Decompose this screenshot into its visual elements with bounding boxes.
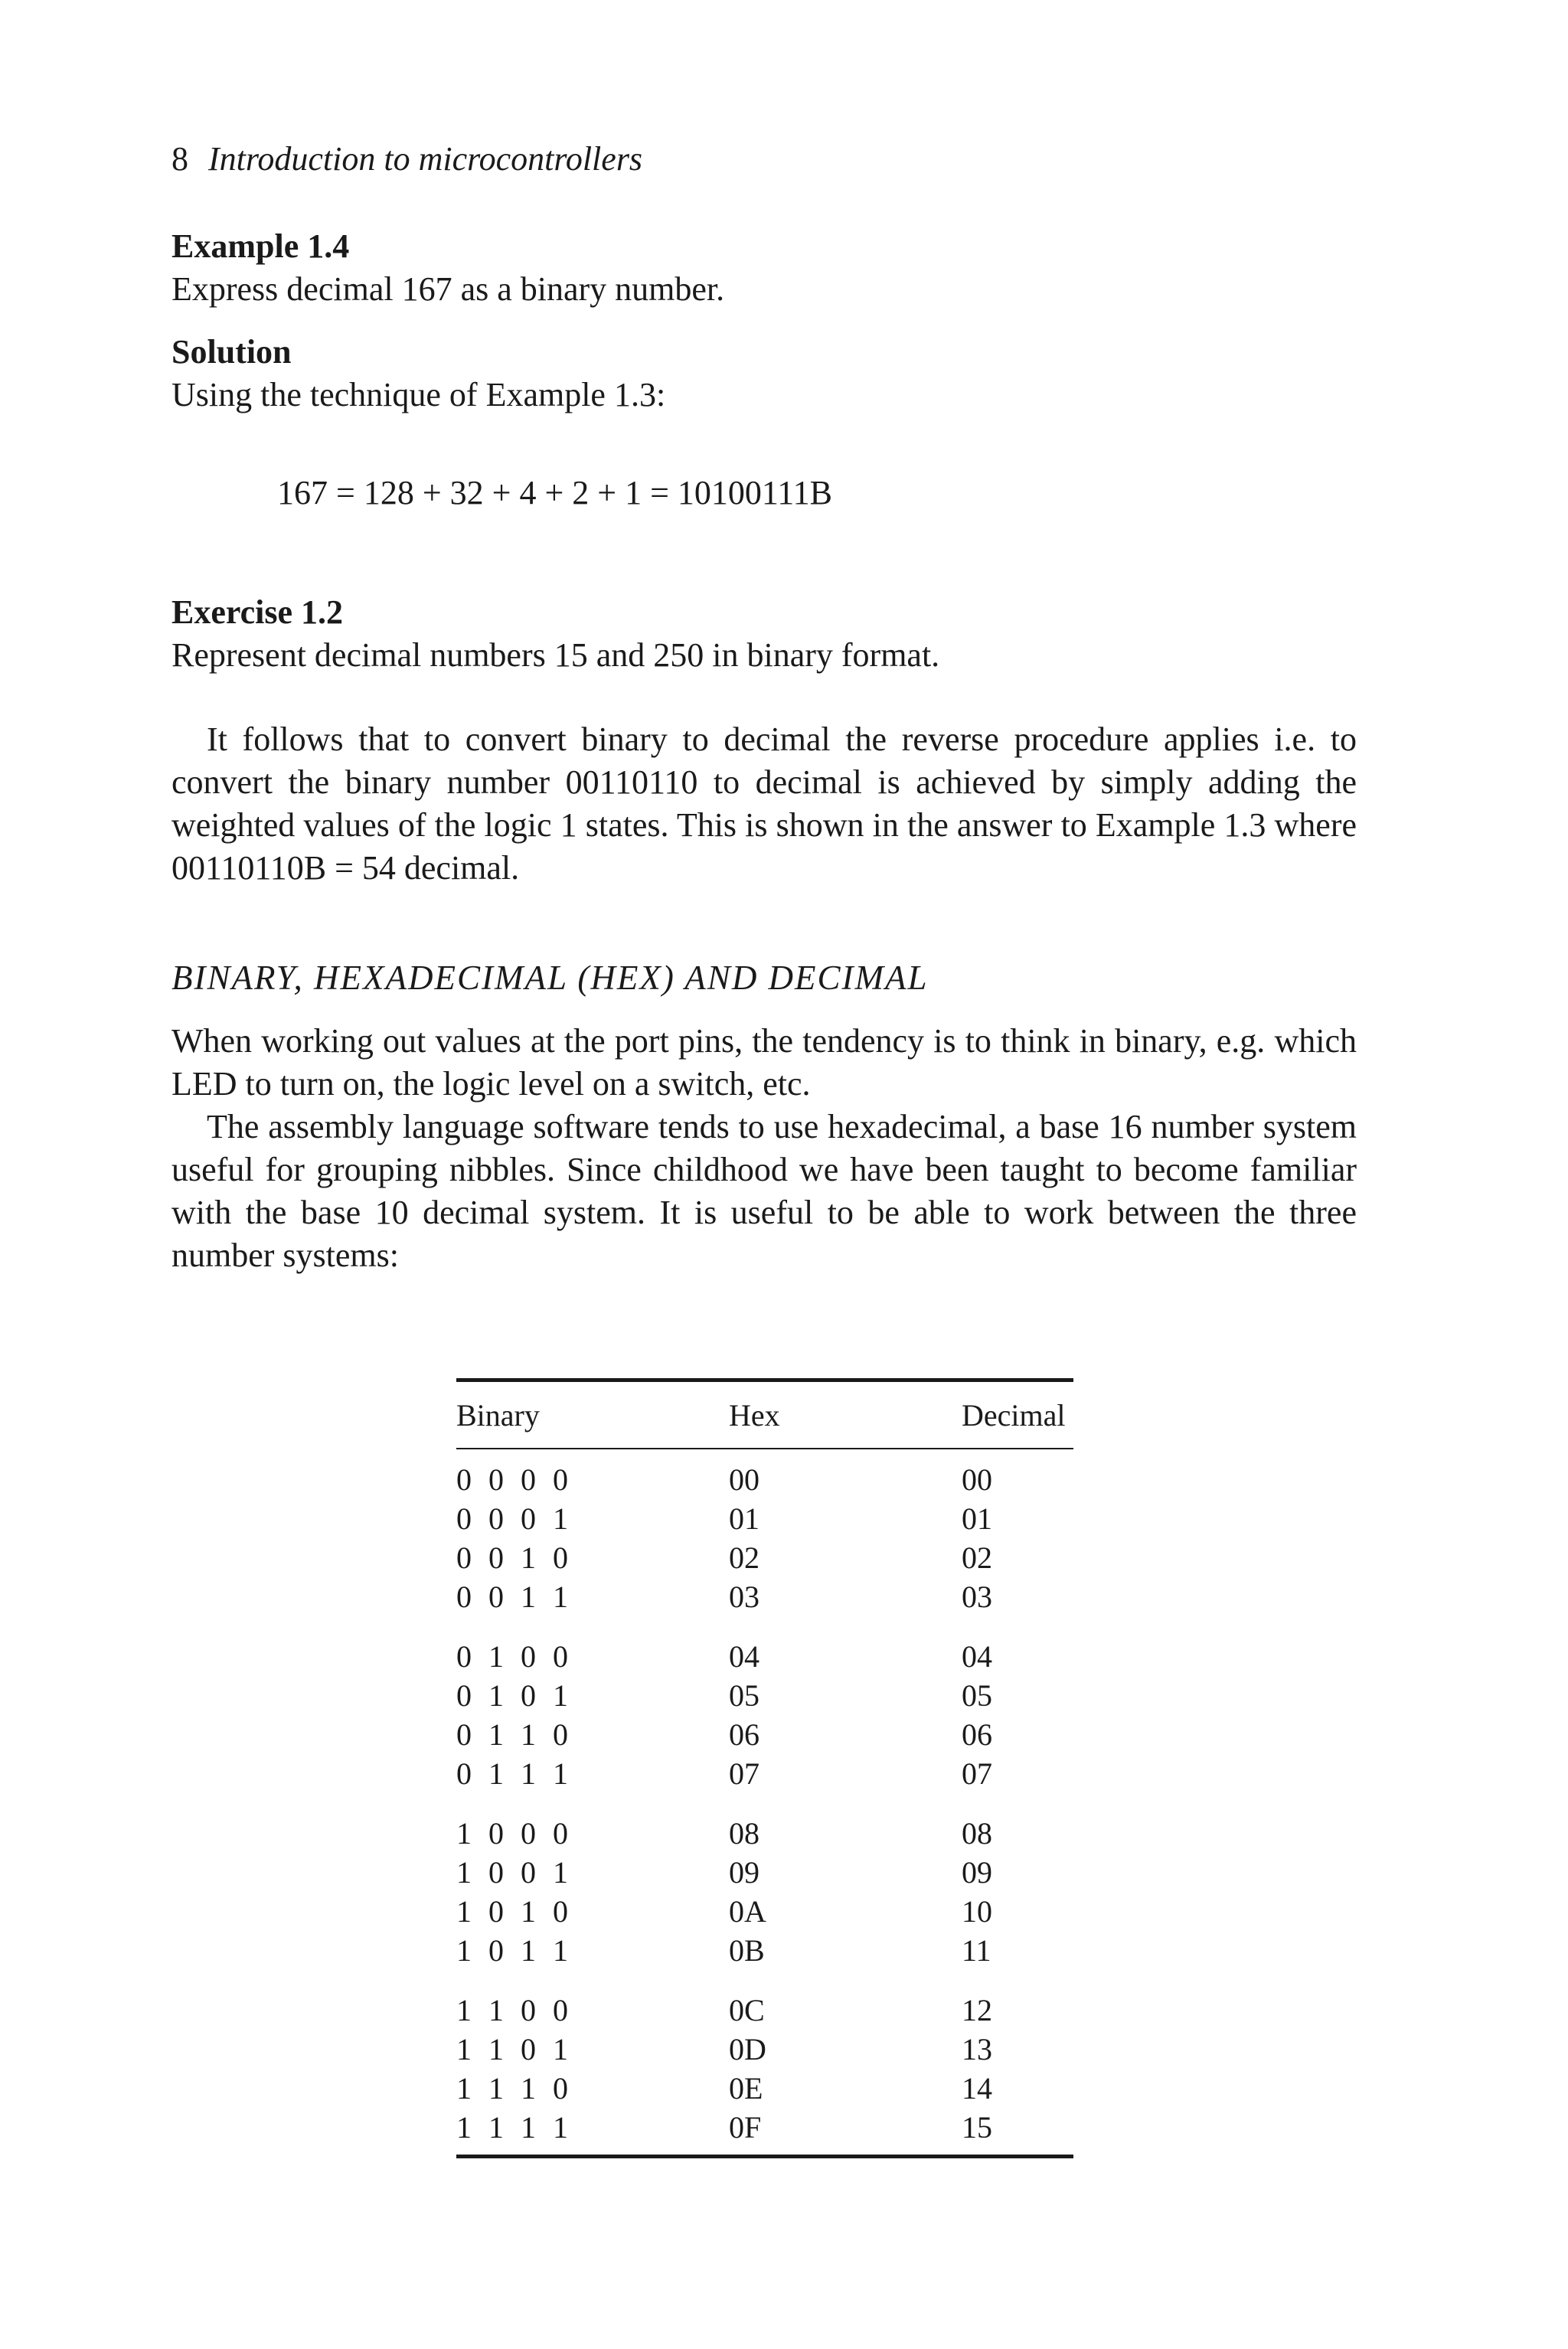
table-row bbox=[456, 1499, 1073, 1538]
cell-hex: 0C bbox=[729, 1993, 765, 2027]
table-row bbox=[456, 1814, 1073, 1853]
cell-binary: 1 0 0 0 bbox=[456, 1816, 573, 1851]
table-row bbox=[456, 1853, 1073, 1892]
cell-decimal: 08 bbox=[962, 1816, 992, 1851]
cell-decimal: 07 bbox=[962, 1756, 992, 1791]
cell-binary: 0 1 1 0 bbox=[456, 1717, 573, 1752]
exercise-text: Represent decimal numbers 15 and 250 in binary format. bbox=[172, 636, 940, 674]
group-separator bbox=[456, 1793, 1073, 1814]
cell-decimal: 09 bbox=[962, 1855, 992, 1890]
cell-binary: 1 1 1 0 bbox=[456, 2071, 573, 2106]
header-decimal: Decimal bbox=[962, 1397, 1066, 1433]
cell-decimal: 02 bbox=[962, 1540, 992, 1575]
cell-binary: 0 0 0 0 bbox=[456, 1462, 573, 1497]
table-row bbox=[456, 1892, 1073, 1931]
group-separator bbox=[456, 1616, 1073, 1637]
cell-hex: 0B bbox=[729, 1933, 765, 1968]
cell-binary: 0 1 0 0 bbox=[456, 1639, 573, 1674]
cell-binary: 0 1 1 1 bbox=[456, 1756, 573, 1791]
paragraph-binary-to-decimal: It follows that to convert binary to decimal the reverse procedure applies i.e. to convert the binary number 00110110 to decimal is achieved by simply adding the weighted values of the logic 1 states. This is shown in the answer to Example 1.3 where 00110110B = 54 decimal. bbox=[172, 720, 1357, 887]
table-row bbox=[456, 1991, 1073, 2030]
table-row bbox=[456, 1460, 1073, 1499]
running-head-title: Introduction to microcontrollers bbox=[208, 140, 643, 178]
cell-decimal: 11 bbox=[962, 1933, 991, 1968]
group-separator bbox=[456, 1970, 1073, 1991]
cell-decimal: 15 bbox=[962, 2110, 992, 2145]
cell-binary: 1 1 1 1 bbox=[456, 2110, 573, 2145]
table-row bbox=[456, 1538, 1073, 1577]
cell-hex: 04 bbox=[729, 1639, 760, 1674]
equation: 167 = 128 + 32 + 4 + 2 + 1 = 10100111B bbox=[277, 474, 832, 511]
cell-decimal: 10 bbox=[962, 1894, 992, 1929]
table-row bbox=[456, 1637, 1073, 1676]
cell-binary: 0 0 1 1 bbox=[456, 1580, 573, 1614]
cell-hex: 0A bbox=[729, 1894, 766, 1929]
cell-hex: 06 bbox=[729, 1717, 760, 1752]
cell-hex: 09 bbox=[729, 1855, 760, 1890]
cell-binary: 1 0 1 1 bbox=[456, 1933, 573, 1968]
exercise-heading: Exercise 1.2 bbox=[172, 593, 344, 631]
cell-binary: 1 1 0 1 bbox=[456, 2032, 573, 2066]
table-row bbox=[456, 2030, 1073, 2069]
header-hex: Hex bbox=[729, 1397, 780, 1433]
cell-decimal: 01 bbox=[962, 1501, 992, 1536]
cell-decimal: 04 bbox=[962, 1639, 992, 1674]
cell-decimal: 05 bbox=[962, 1678, 992, 1713]
cell-hex: 0D bbox=[729, 2032, 766, 2066]
table-bottom-rule bbox=[456, 2155, 1073, 2158]
solution-text: Using the technique of Example 1.3: bbox=[172, 376, 666, 413]
cell-decimal: 12 bbox=[962, 1993, 992, 2027]
section-heading: BINARY, HEXADECIMAL (HEX) AND DECIMAL bbox=[172, 959, 929, 997]
solution-heading: Solution bbox=[172, 333, 292, 371]
running-head bbox=[172, 138, 642, 181]
cell-hex: 03 bbox=[729, 1580, 760, 1614]
cell-binary: 0 1 0 1 bbox=[456, 1678, 573, 1713]
cell-hex: 05 bbox=[729, 1678, 760, 1713]
example-heading: Example 1.4 bbox=[172, 227, 350, 265]
section-paragraph-2: The assembly language software tends to use hexadecimal, a base 16 number system useful for grouping nibbles. Since childhood we have been taught to become familiar with the base 10 decimal system. It is useful to be able to work between the three number systems: bbox=[172, 1108, 1357, 1274]
cell-decimal: 14 bbox=[962, 2071, 992, 2106]
cell-binary: 0 0 1 0 bbox=[456, 1540, 573, 1575]
cell-hex: 08 bbox=[729, 1816, 760, 1851]
cell-hex: 07 bbox=[729, 1756, 760, 1791]
cell-decimal: 00 bbox=[962, 1462, 992, 1497]
cell-binary: 1 0 1 0 bbox=[456, 1894, 573, 1929]
cell-binary: 1 0 0 1 bbox=[456, 1855, 573, 1890]
cell-decimal: 13 bbox=[962, 2032, 992, 2066]
table-row bbox=[456, 1676, 1073, 1715]
table-row bbox=[456, 1715, 1073, 1754]
page-number: 8 bbox=[172, 140, 188, 178]
section-paragraph-1: When working out values at the port pins, the tendency is to think in binary, e.g. which LED to turn on, the logic level on a switch, etc. bbox=[172, 1022, 1357, 1103]
table-row bbox=[456, 1577, 1073, 1616]
number-systems-table bbox=[456, 1378, 1073, 2158]
cell-hex: 00 bbox=[729, 1462, 760, 1497]
cell-hex: 0E bbox=[729, 2071, 763, 2106]
cell-decimal: 06 bbox=[962, 1717, 992, 1752]
cell-hex: 0F bbox=[729, 2110, 762, 2145]
table-row bbox=[456, 2069, 1073, 2108]
table-body bbox=[456, 1449, 1073, 2155]
table-row bbox=[456, 1931, 1073, 1970]
cell-hex: 01 bbox=[729, 1501, 760, 1536]
cell-decimal: 03 bbox=[962, 1580, 992, 1614]
cell-binary: 0 0 0 1 bbox=[456, 1501, 573, 1536]
table-header-row bbox=[456, 1382, 1073, 1448]
table-row bbox=[456, 2108, 1073, 2147]
example-question: Express decimal 167 as a binary number. bbox=[172, 270, 725, 308]
table-row bbox=[456, 1754, 1073, 1793]
header-binary: Binary bbox=[456, 1397, 540, 1433]
cell-binary: 1 1 0 0 bbox=[456, 1993, 573, 2027]
cell-hex: 02 bbox=[729, 1540, 760, 1575]
